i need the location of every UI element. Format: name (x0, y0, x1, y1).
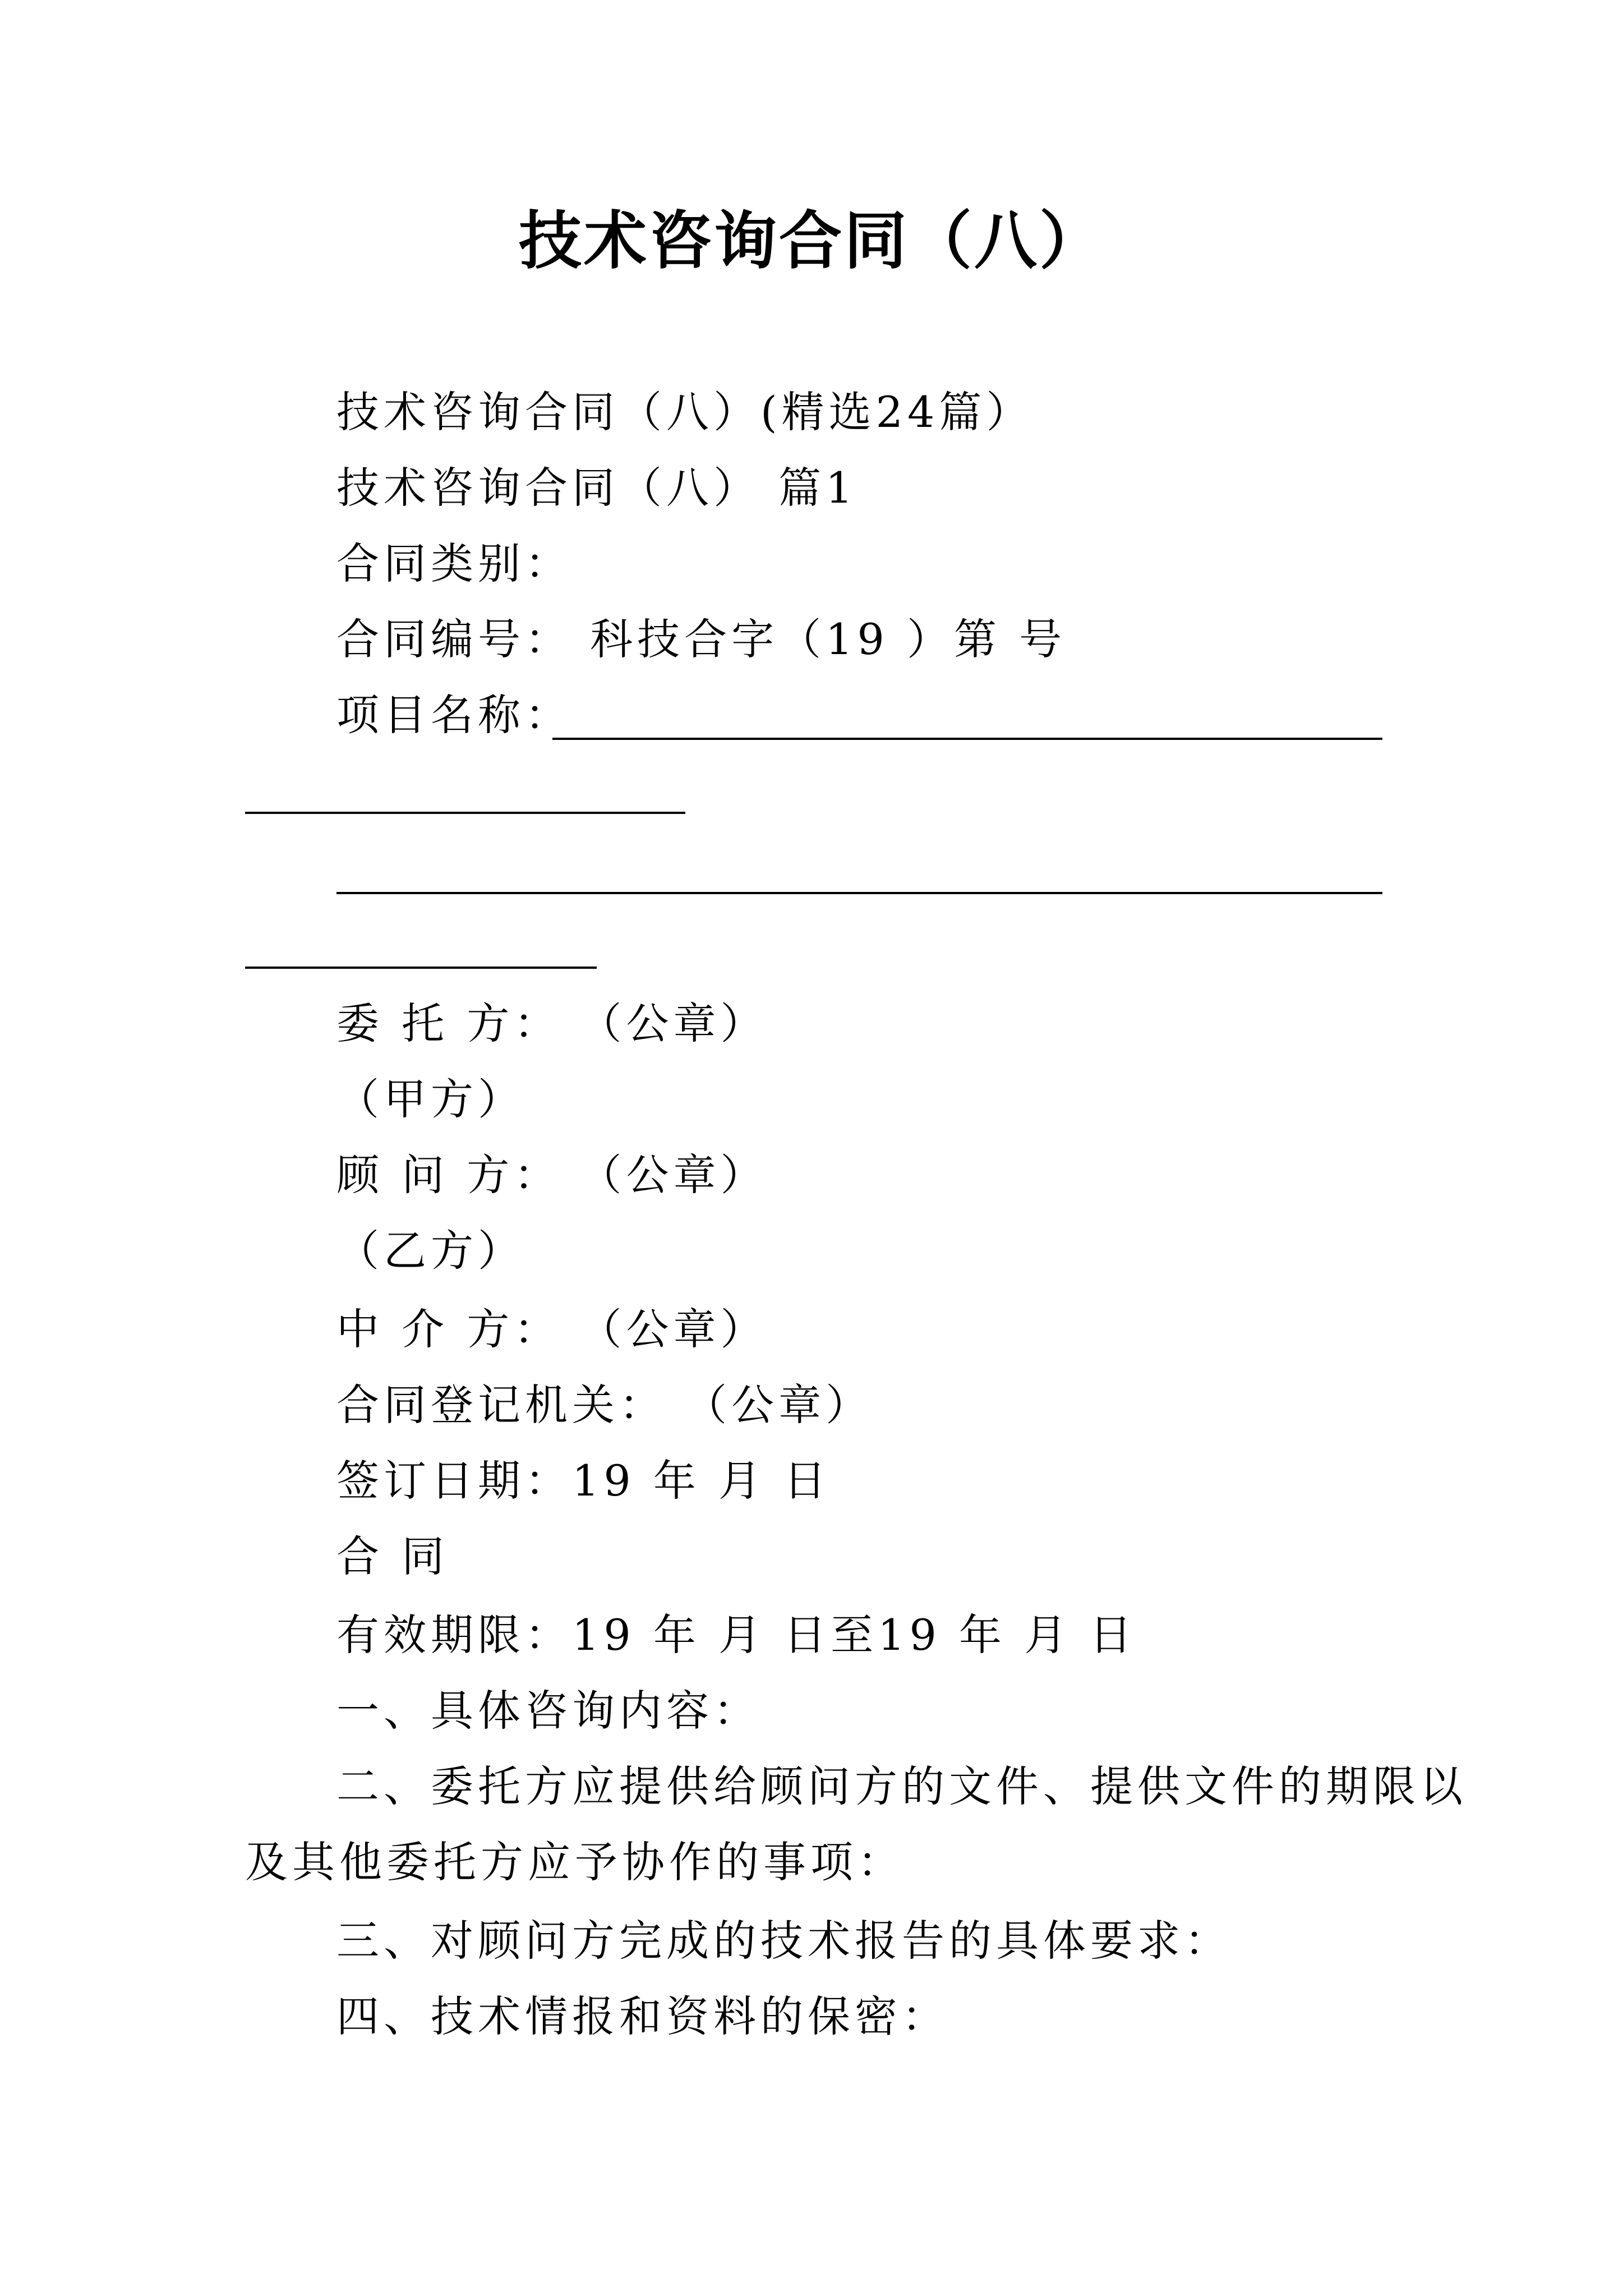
client-line: 委 托 方： （公章） (336, 999, 768, 1048)
consultant-line: 顾 问 方： （公章） (336, 1150, 768, 1200)
validity-period-line: 有效期限：19 年 月 日至19 年 月 日 (336, 1610, 1137, 1660)
registration-authority-line: 合同登记机关： （公章） (336, 1380, 873, 1430)
intermediary-line: 中 介 方： （公章） (336, 1304, 768, 1354)
project-name-underline-continued (245, 812, 685, 814)
clause-2-line-2: 及其他委托方应予协作的事项： (245, 1837, 905, 1887)
document-title: 技术咨询合同（八） (519, 204, 1104, 278)
clause-2-line-1: 二、委托方应提供给顾问方的文件、提供文件的期限以 (336, 1761, 1467, 1811)
clause-4: 四、技术情报和资料的保密： (336, 1991, 949, 2041)
party-b-line: （乙方） (336, 1226, 525, 1276)
document-subtitle: 技术咨询合同（八）(精选24篇） (336, 387, 1034, 437)
project-name-dash-line-continued (245, 967, 597, 969)
project-name-dash-line (336, 892, 1382, 894)
signing-date-line: 签订日期：19 年 月 日 (336, 1456, 831, 1506)
contract-word-line: 合 同 (336, 1531, 449, 1581)
project-name-label: 项目名称： (336, 690, 572, 740)
project-name-underline (552, 738, 1382, 740)
contract-number-line: 合同编号： 科技合字（19 ）第 号 (336, 614, 1067, 664)
article-heading: 技术咨询合同（八） 篇1 (336, 463, 857, 513)
clause-1: 一、具体咨询内容： (336, 1686, 760, 1736)
contract-category-line: 合同类别： (336, 539, 572, 588)
party-a-line: （甲方） (336, 1074, 525, 1124)
clause-3: 三、对顾问方完成的技术报告的具体要求： (336, 1916, 1232, 1966)
